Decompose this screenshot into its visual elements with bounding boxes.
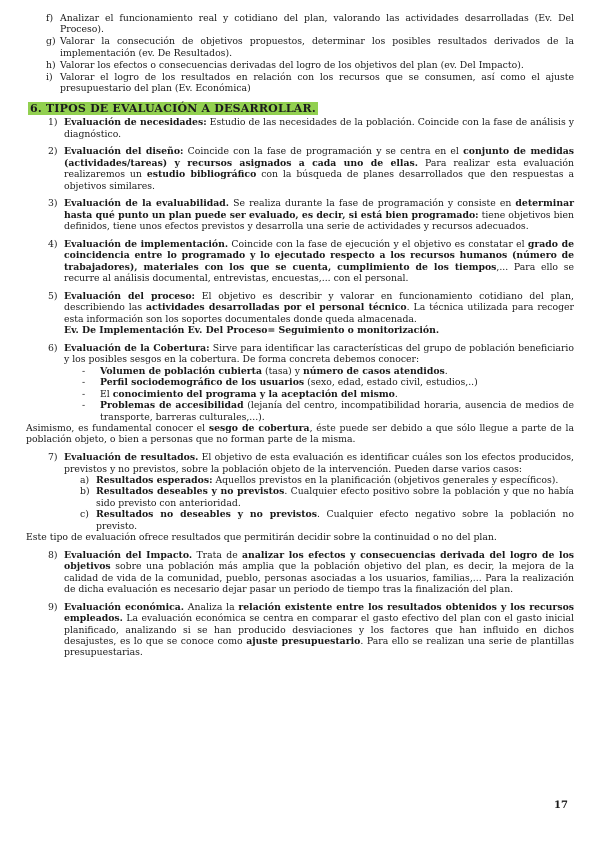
item-number: 6): [48, 343, 58, 355]
dash-marker: -: [82, 377, 86, 389]
sub-text: (sexo, edad, estado civil, estudios,..): [304, 377, 478, 389]
sub-item: [64, 486, 574, 509]
item-text: Para realizar esta evaluación realizaremos un: [64, 157, 574, 181]
item-title: Evaluación económica.: [64, 601, 185, 613]
item-body: [64, 550, 574, 596]
item-body: [64, 198, 574, 232]
item-text: Coincide con la fase de programación y se centra en el: [183, 146, 464, 158]
item-text: tiene objetivos bien definidos, tiene unos efectos previstos y desarrolla una serie de actividades y recursos adecuados.: [64, 209, 574, 233]
sub-text: (lejanía del centro, incompatibilidad horaria, ausencia de medios de transporte, barreras culturales,...).: [100, 400, 574, 423]
list-text: Valorar la consecución de objetivos propuestos, determinar los posibles resultados derivados de la implementación (ev. De Resultados).: [60, 36, 574, 59]
list-item: [26, 60, 574, 71]
item-text: sobre una población más amplia que la población objetivo del plan, es decir, la mejora de la calidad de vida de la comunidad, pueblo, personas asociadas a los usuarios, familias,... Para la realización de dicha evaluación es necesario dejar pasar un periodo de tiempo tras la finalización del plan.: [64, 561, 574, 595]
letter-marker: a): [80, 474, 90, 486]
sub-item-text: [100, 400, 574, 423]
item-text: Analiza la: [184, 601, 239, 613]
item-body: [64, 602, 574, 659]
item-text: La evaluación económica se centra en comparar el gasto efectivo del plan con el gasto inicial planificado, analizando si se han producido desviaciones y los factores que han influido en dichos desajustes, es lo que se conoce como: [64, 613, 574, 647]
sub-text: .: [444, 365, 448, 377]
letter-marker: b): [80, 486, 90, 498]
item-emphasis: analizar los efectos y consecuencias derivada del logro de los objetivos: [64, 549, 574, 573]
item-text: Trata de: [192, 549, 243, 561]
item-title: Evaluación de la Cobertura:: [64, 343, 210, 355]
list-item: [26, 36, 574, 59]
sub-item-text: [100, 366, 574, 377]
item-text: El objetivo es describir y valorar en funcionamiento cotidiano del plan, describiendo las: [64, 291, 574, 314]
sub-text: Aquellos previstos en la planificación (objetivos generales y específicos).: [212, 474, 559, 486]
sub-item-text: [96, 509, 574, 532]
paragraph-emphasis: sesgo de cobertura: [208, 422, 310, 434]
sub-emphasis: Resultados deseables y no previstos: [96, 486, 285, 498]
sub-item-text: [96, 475, 574, 486]
paragraph-text: , éste puede ser debido a que sólo llegue a parte de la población objeto, o bien a personas que no forman parte de la misma.: [26, 422, 575, 446]
item-title: Evaluación del Impacto.: [64, 549, 193, 561]
item-number: 8): [48, 549, 58, 561]
item-number: 3): [48, 198, 58, 210]
item-body: [64, 117, 574, 140]
sub-emphasis: conocimiento del programa y la aceptación del mismo: [112, 388, 395, 400]
list-text: Valorar los efectos o consecuencias derivadas del logro de los objetivos del plan (ev. Del Impacto).: [60, 59, 524, 71]
list-item: [26, 13, 574, 36]
evaluation-types-list: [26, 117, 574, 659]
list-item-cobertura: [26, 343, 574, 423]
list-item-diseno: [26, 146, 574, 192]
sub-emphasis: Resultados no deseables y no previstos: [96, 509, 317, 521]
paragraph-text: Asimismo, es fundamental conocer el: [26, 422, 209, 434]
item-emphasis: determinar hasta qué punto un plan puede ser evaluado, es decir, si está bien programado:: [64, 198, 574, 221]
item-emphasis: Ev. De Implementación Ev. Del Proceso= Seguimiento o monitorización.: [64, 325, 440, 337]
item-text: . Para ello se realizan una serie de plantillas presupuestarias.: [64, 636, 574, 659]
item-text: El objetivo de esta evaluación es identificar cuáles son los efectos producidos, previstos y no previstos, sobre la población objeto de la intervención. Pueden darse varios casos:: [64, 452, 574, 475]
list-item-necesidades: [26, 117, 574, 140]
item-title: Evaluación de resultados.: [64, 452, 199, 464]
objectives-list: [26, 13, 574, 95]
sub-item: [64, 377, 574, 388]
sub-item: [64, 389, 574, 400]
sub-item-text: [100, 389, 574, 400]
item-title: Evaluación del diseño:: [64, 146, 184, 158]
item-emphasis: relación existente entre los resultados obtenidos y los recursos empleados.: [64, 601, 574, 625]
list-marker: h): [46, 59, 56, 71]
item-body: [64, 291, 574, 337]
sub-emphasis: Resultados esperados:: [96, 474, 213, 486]
letter-marker: c): [80, 509, 89, 521]
item-text: Estudio de las necesidades de la población. Coincide con la fase de análisis y diagnóstico.: [64, 117, 574, 140]
sub-item: [64, 400, 574, 423]
list-item-resultados: [26, 452, 574, 532]
item-emphasis: actividades desarrolladas por el personal técnico: [146, 302, 407, 314]
item-title: Evaluación de implementación.: [64, 239, 229, 251]
dash-marker: -: [82, 388, 86, 400]
item-body: [64, 452, 574, 532]
item-body: [64, 146, 574, 192]
item-number: 5): [48, 291, 58, 303]
item-title: Evaluación de necesidades:: [64, 117, 207, 129]
sub-text: El: [100, 388, 113, 400]
sub-emphasis: Problemas de accesibilidad: [100, 400, 244, 412]
sub-emphasis: Perfil sociodemográfico de los usuarios: [100, 377, 305, 389]
list-item: [26, 72, 574, 95]
item-text: Sirve para identificar las características del grupo de población beneficiario y los posibles sesgos en la cobertura. De forma concreta debemos conocer:: [64, 343, 575, 366]
sub-text: .: [394, 388, 398, 400]
paragraph-continuidad: Este tipo de evaluación ofrece resultados que permitirán decidir sobre la continuidad o no del plan.: [26, 531, 497, 543]
page-number: 17: [554, 800, 568, 811]
item-text: con la búsqueda de planes desarrollados que den respuestas a objetivos similares.: [64, 169, 575, 192]
item-number: 4): [48, 239, 58, 251]
item-number: 2): [48, 146, 58, 158]
list-marker: f): [46, 13, 54, 24]
item-body: [64, 239, 574, 285]
item-title: Evaluación del proceso:: [64, 291, 195, 303]
sub-item: [64, 366, 574, 377]
sub-item: [64, 475, 574, 486]
item-emphasis: ajuste presupuestario: [246, 636, 361, 647]
section-heading: 6. TIPOS DE EVALUACIÓN A DESARROLLAR.: [30, 102, 316, 116]
list-item-economica: [26, 602, 574, 659]
item-text: ,... Para ello se recurre al análisis documental, entrevistas, encuestas,... con el personal.: [64, 261, 575, 285]
list-item-impacto: [26, 550, 574, 596]
dash-marker: -: [82, 400, 86, 412]
list-text: Valorar el logro de los resultados en relación con los recursos que se consumen, así como el ajuste presupuestario del plan (Ev. Económica): [60, 71, 574, 95]
item-number: 9): [48, 601, 58, 613]
sub-text: (tasa) y: [261, 365, 303, 377]
list-item-implementacion: [26, 239, 574, 285]
item-emphasis: estudio bibliográfico: [146, 169, 257, 181]
list-item-proceso: [26, 291, 574, 337]
item-body: [64, 343, 574, 423]
item-emphasis: grado de coincidencia entre lo programado y lo ejecutado respecto a los recursos humanos (número de trabajadores), materiales con los que se cuenta, cumplimiento de los tiempos: [64, 239, 575, 273]
sub-text: . Cualquier efecto negativo sobre la población no previsto.: [96, 509, 574, 532]
item-text: . La técnica utilizada para recoger esta información son los soportes documentales donde queda almacenada.: [64, 302, 574, 325]
list-item-evaluabilidad: [26, 198, 574, 232]
paragraph-sesgo: [26, 423, 574, 446]
sub-item: [64, 509, 574, 532]
item-number: 1): [48, 117, 58, 129]
sub-item-text: [100, 377, 574, 388]
list-text: Analizar el funcionamiento real y cotidiano del plan, valorando las actividades desarrolladas (Ev. Del Proceso).: [60, 13, 574, 36]
sub-emphasis: número de casos atendidos: [302, 365, 445, 377]
dash-marker: -: [82, 365, 86, 377]
item-text: Coincide con la fase de ejecución y el objetivo es constatar el: [228, 239, 528, 251]
list-marker: i): [46, 71, 53, 83]
item-title: Evaluación de la evaluabilidad.: [64, 198, 230, 210]
sub-item-text: [96, 486, 574, 509]
page-content: [26, 13, 574, 659]
sub-emphasis: Volumen de población cubierta: [100, 365, 262, 377]
item-emphasis: conjunto de medidas (actividades/tareas) y recursos asignados a cada uno de ellas.: [64, 146, 574, 169]
item-text: Se realiza durante la fase de programación y consiste en: [229, 198, 516, 210]
item-number: 7): [48, 452, 58, 464]
list-marker: g): [46, 36, 56, 48]
sub-text: . Cualquier efecto positivo sobre la población y que no había sido previsto con anterioridad.: [96, 486, 574, 509]
